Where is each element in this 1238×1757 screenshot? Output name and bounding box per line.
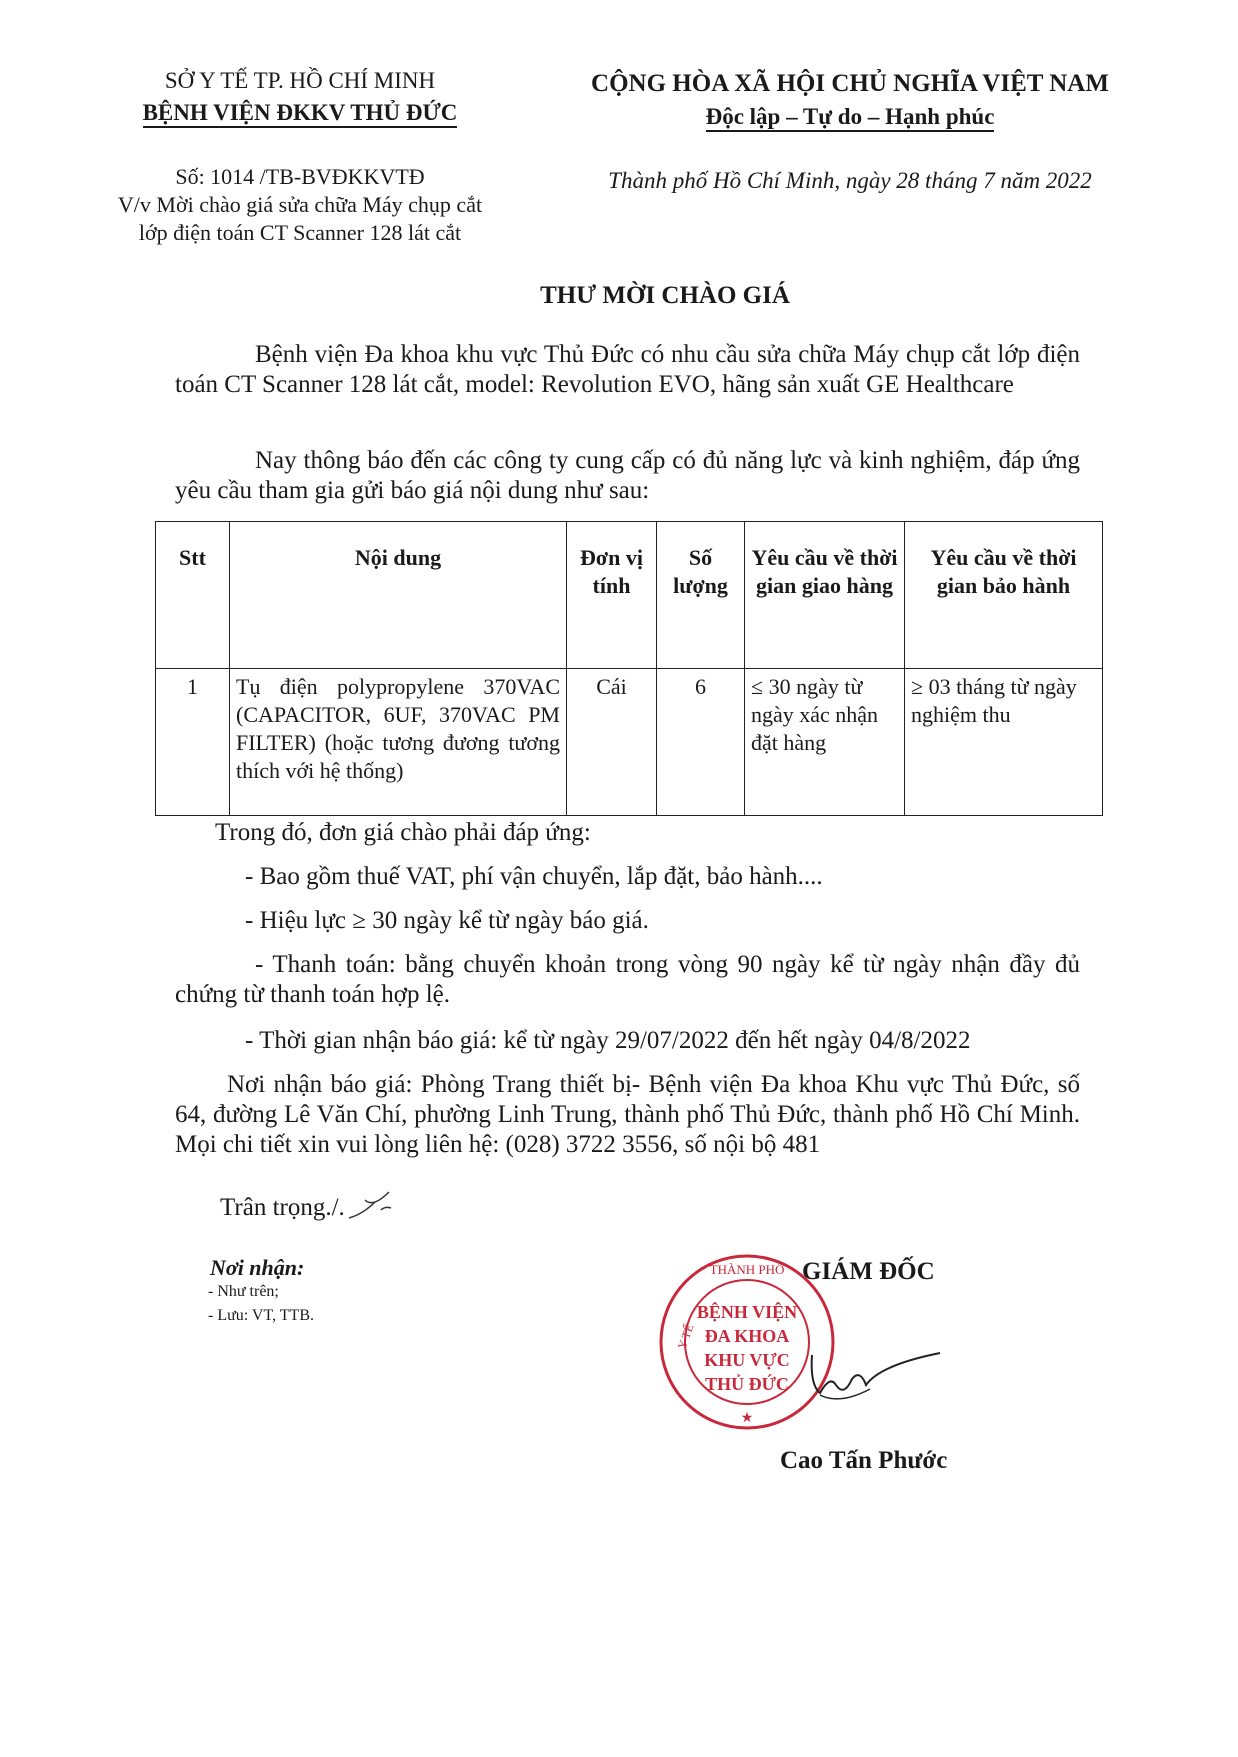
cell-warranty: ≥ 03 tháng từ ngày nghiệm thu: [905, 669, 1103, 816]
svg-text:Y TẾ: Y TẾ: [674, 1322, 697, 1352]
signer-name: Cao Tấn Phước: [780, 1447, 948, 1474]
subject-line-2: lớp điện toán CT Scanner 128 lát cắt: [138, 220, 462, 245]
subject-line-1: V/v Mời chào giá sửa chữa Máy chụp cắt: [117, 192, 483, 217]
quote-table: [155, 521, 1103, 816]
condition-item: - Thanh toán: bằng chuyển khoản trong vòng 90 ngày kể từ ngày nhận đầy đủ chứng từ thanh toán hợp lệ.: [175, 951, 1080, 1008]
condition-item: - Thời gian nhận báo giá: kể từ ngày 29/07/2022 đến hết ngày 04/8/2022: [245, 1027, 971, 1054]
stamp-line: ĐA KHOA: [704, 1326, 790, 1346]
header-qty: Số lượng: [657, 522, 745, 669]
receiving-place: Nơi nhận báo giá: Phòng Trang thiết bị- Bệnh viện Đa khoa Khu vực Thủ Đức, số 64, đường Lê Văn Chí, phường Linh Trung, thành phố Thủ Đức, thành phố Hồ Chí Minh. Mọi chi tiết xin vui lòng liên hệ: (028) 3722 3556, số nội bộ 481: [175, 1071, 1080, 1158]
cell-stt: 1: [156, 669, 230, 816]
recipients-label: Nơi nhận:: [210, 1255, 305, 1280]
handwritten-signature: [800, 1345, 960, 1415]
condition-item: - Bao gồm thuế VAT, phí vận chuyển, lắp đặt, bảo hành....: [245, 863, 823, 890]
initial-mark: [345, 1188, 395, 1224]
cell-delivery: ≤ 30 ngày từ ngày xác nhận đặt hàng: [745, 669, 905, 816]
intro-paragraph: Bệnh viện Đa khoa khu vực Thủ Đức có nhu cầu sửa chữa Máy chụp cắt lớp điện toán CT Scanner 128 lát cắt, model: Revolution EVO, hãng sản xuất GE Healthcare: [175, 341, 1080, 398]
recipient-item: - Như trên;: [208, 1283, 279, 1300]
cell-unit: Cái: [567, 669, 657, 816]
cell-content: Tụ điện polypropylene 370VAC (CAPACITOR, 6UF, 370VAC PM FILTER) (hoặc tương đương tương thích với hệ thống): [230, 669, 567, 816]
nation-title: CỘNG HÒA XÃ HỘI CHỦ NGHĨA VIỆT NAM: [591, 70, 1109, 97]
stamp-line: THỦ ĐỨC: [705, 1374, 789, 1394]
motto-text: Độc lập – Tự do – Hạnh phúc: [706, 104, 995, 132]
header-stt: Stt: [156, 522, 230, 669]
header-content: Nội dung: [230, 522, 567, 669]
signer-position: GIÁM ĐỐC: [802, 1258, 935, 1285]
stamp-line: KHU VỰC: [704, 1350, 790, 1370]
document-number: Số: 1014 /TB-BVĐKKVTĐ: [175, 164, 425, 189]
svg-text:THÀNH PHỐ: THÀNH PHỐ: [709, 1262, 785, 1277]
conditions-intro: Trong đó, đơn giá chào phải đáp ứng:: [215, 819, 591, 846]
table-header-row: [156, 522, 1103, 669]
hospital-name-text: BỆNH VIỆN ĐKKV THỦ ĐỨC: [143, 100, 458, 128]
recipient-item: - Lưu: VT, TTB.: [208, 1307, 314, 1324]
stamp-line: BỆNH VIỆN: [696, 1302, 798, 1322]
condition-item: - Hiệu lực ≥ 30 ngày kể từ ngày báo giá.: [245, 907, 649, 934]
closing-text: Trân trọng./.: [220, 1194, 345, 1221]
cell-qty: 6: [657, 669, 745, 816]
table-row: [156, 669, 1103, 816]
header-unit: Đơn vị tính: [567, 522, 657, 669]
notice-paragraph: Nay thông báo đến các công ty cung cấp có đủ năng lực và kinh nghiệm, đáp ứng yêu cầu tham gia gửi báo giá nội dung như sau:: [175, 447, 1080, 504]
header-delivery: Yêu cầu về thời gian giao hàng: [745, 522, 905, 669]
svg-text:★: ★: [740, 1411, 754, 1426]
motto: [540, 104, 1160, 132]
place-date: Thành phố Hồ Chí Minh, ngày 28 tháng 7 năm 2022: [608, 168, 1092, 193]
hospital-name: [95, 100, 505, 128]
page-title: THƯ MỜI CHÀO GIÁ: [540, 282, 790, 309]
department-name: SỞ Y TẾ TP. HỒ CHÍ MINH: [164, 68, 436, 93]
header-warranty: Yêu cầu về thời gian bảo hành: [905, 522, 1103, 669]
